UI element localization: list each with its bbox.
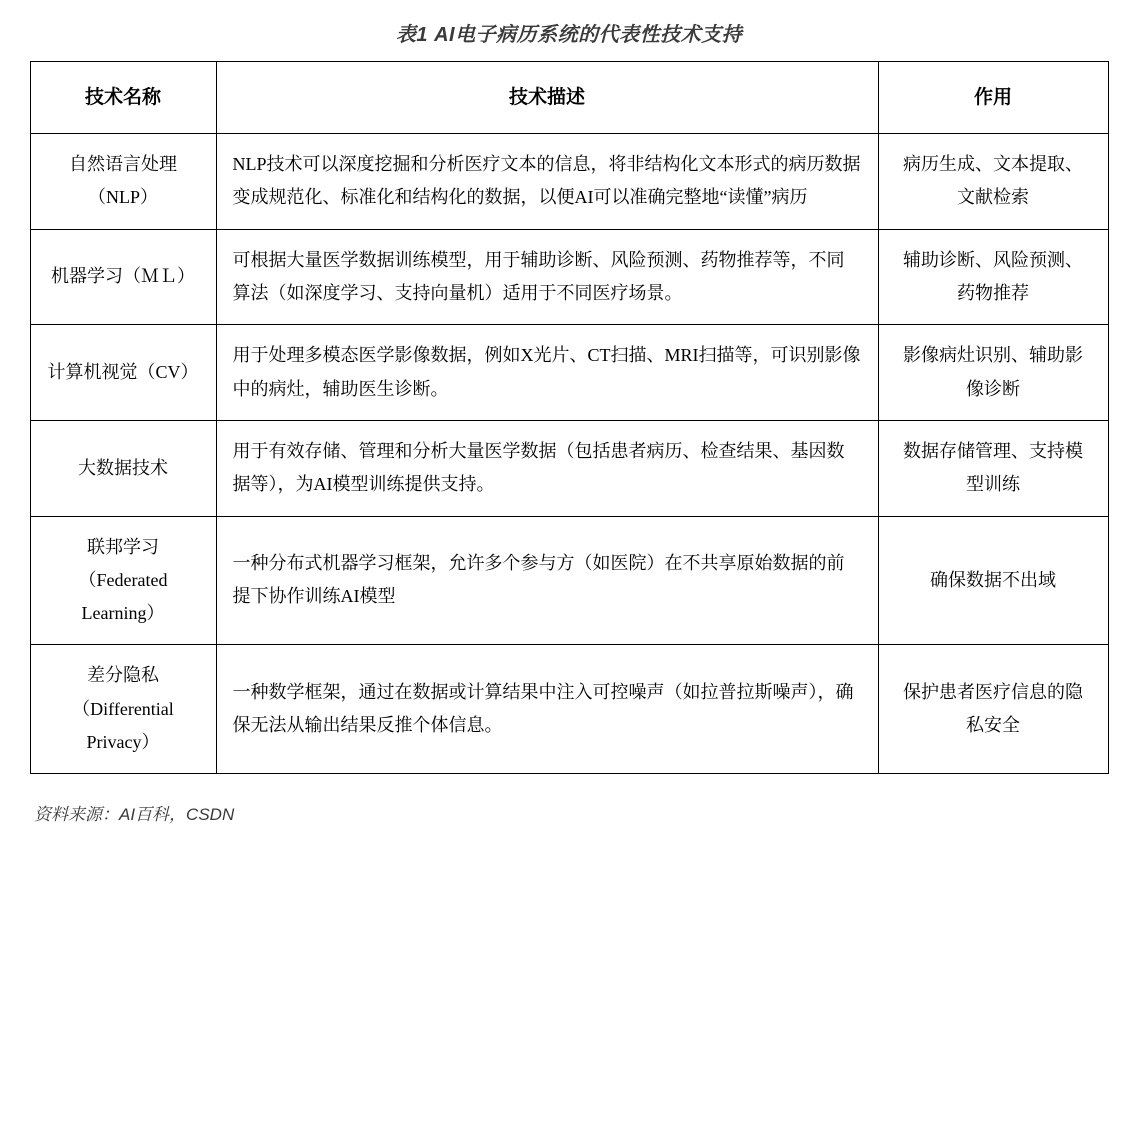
table-row [30,325,1108,421]
cell-tech-description: NLP技术可以深度挖掘和分析医疗文本的信息，将非结构化文本形式的病历数据变成规范化、标准化和结构化的数据，以便AI可以准确完整地“读懂”病历 [216,134,878,230]
cell-tech-role: 病历生成、文本提取、文献检索 [878,134,1108,230]
cell-tech-role: 数据存储管理、支持模型训练 [878,420,1108,516]
cell-tech-name: 联邦学习（Federated Learning） [30,516,216,645]
cell-tech-name: 自然语言处理（NLP） [30,134,216,230]
table-row [30,645,1108,774]
cell-tech-description: 用于有效存储、管理和分析大量医学数据（包括患者病历、检查结果、基因数据等），为AI模型训练提供支持。 [216,420,878,516]
column-header-role: 作用 [878,62,1108,134]
cell-tech-description: 用于处理多模态医学影像数据，例如X光片、CT扫描、MRI扫描等，可识别影像中的病灶，辅助医生诊断。 [216,325,878,421]
table-row [30,229,1108,325]
table-row [30,134,1108,230]
cell-tech-role: 影像病灶识别、辅助影像诊断 [878,325,1108,421]
cell-tech-name: 差分隐私（Differential Privacy） [30,645,216,774]
cell-tech-name: 计算机视觉（CV） [30,325,216,421]
cell-tech-role: 辅助诊断、风险预测、药物推荐 [878,229,1108,325]
cell-tech-role: 保护患者医疗信息的隐私安全 [878,645,1108,774]
column-header-name: 技术名称 [30,62,216,134]
cell-tech-name: 机器学习（ＭＬ） [30,229,216,325]
column-header-description: 技术描述 [216,62,878,134]
table-header [30,62,1108,134]
page-title: 表1 AI电子病历系统的代表性技术支持 [395,24,743,46]
cell-tech-name: 大数据技术 [30,420,216,516]
cell-tech-description: 可根据大量医学数据训练模型，用于辅助诊断、风险预测、药物推荐等，不同算法（如深度学习、支持向量机）适用于不同医疗场景。 [216,229,878,325]
table-row [30,420,1108,516]
cell-tech-description: 一种分布式机器学习框架，允许多个参与方（如医院）在不共享原始数据的前提下协作训练AI模型 [216,516,878,645]
cell-tech-role: 确保数据不出域 [878,516,1108,645]
tech-support-table [30,61,1109,774]
source-note: 资料来源：AI百科，CSDN [34,805,235,825]
table-row [30,516,1108,645]
cell-tech-description: 一种数学框架，通过在数据或计算结果中注入可控噪声（如拉普拉斯噪声），确保无法从输出结果反推个体信息。 [216,645,878,774]
table-header-row [30,62,1108,134]
table-body [30,134,1108,774]
